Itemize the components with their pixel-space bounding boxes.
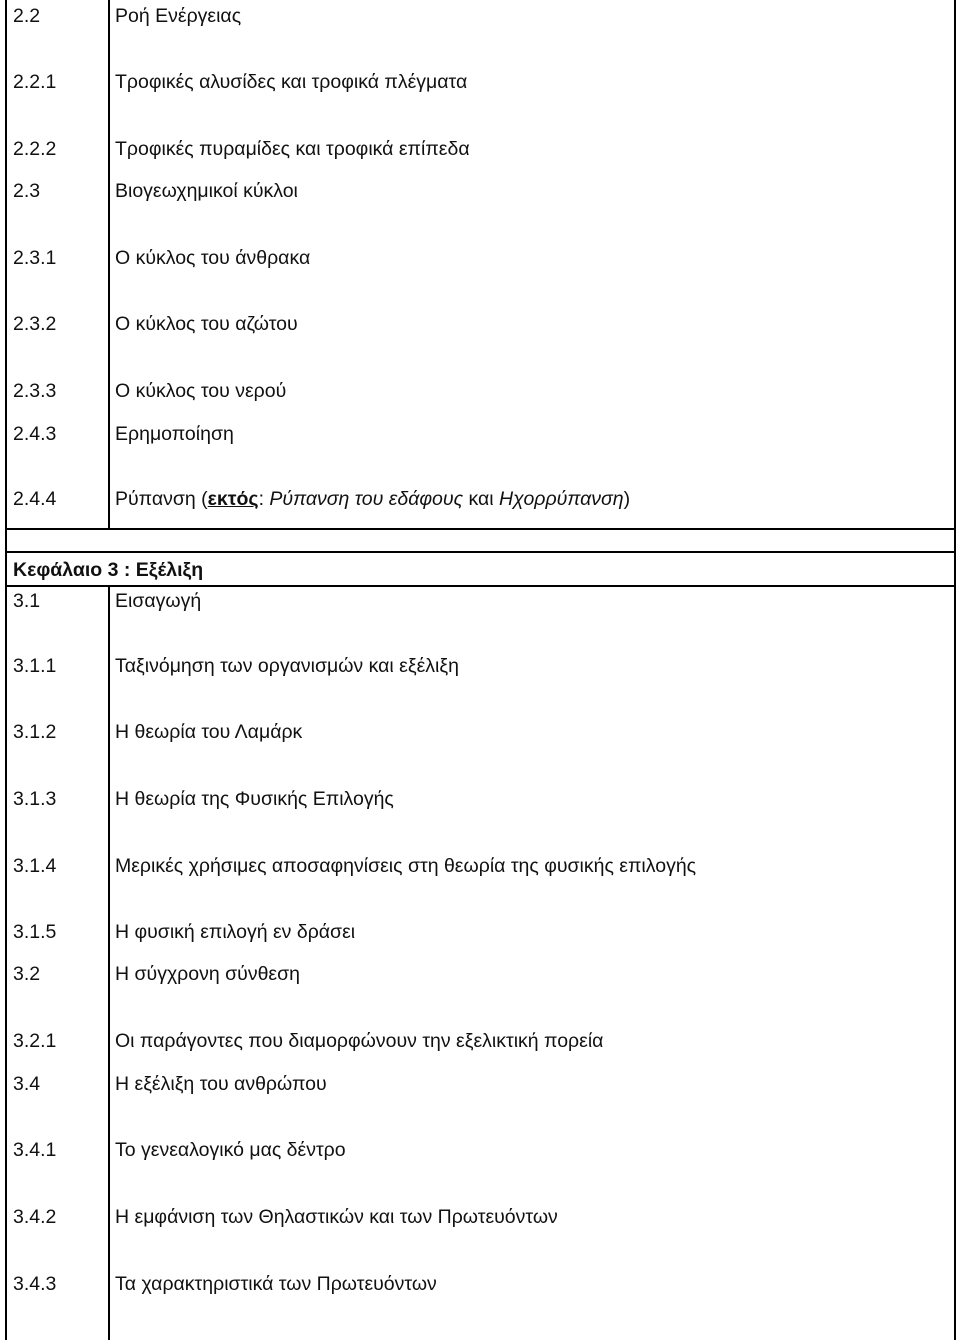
- section-number: 3.1.1: [13, 655, 57, 677]
- table-rule: [7, 551, 954, 553]
- table-row: [7, 484, 954, 514]
- table-row: [7, 959, 954, 989]
- section-number: 3.4.2: [13, 1206, 57, 1228]
- section-title: Η θεωρία της Φυσικής Επιλογής: [115, 788, 394, 810]
- section-title: Εισαγωγή: [115, 590, 202, 612]
- section-title: Τα χαρακτηριστικά των Πρωτευόντων: [115, 1273, 437, 1295]
- section-number: 3.1.4: [13, 855, 57, 877]
- table-row: [7, 376, 954, 406]
- section-number: 2.3: [13, 180, 41, 202]
- section-title: Ο κύκλος του νερού: [115, 380, 287, 402]
- table-row: [7, 419, 954, 449]
- table-row: [7, 243, 954, 273]
- table-row: [7, 1202, 954, 1232]
- section-title: Ταξινόμηση των οργανισμών και εξέλιξη: [115, 655, 459, 677]
- table-row: [7, 917, 954, 947]
- section-title: Η σύγχρονη σύνθεση: [115, 963, 301, 985]
- syllabus-table: [5, 0, 956, 1340]
- section-number: 2.3.3: [13, 380, 57, 402]
- section-number: 2.4.4: [13, 488, 57, 510]
- table-row: [7, 1135, 954, 1165]
- section-number: 3.1.2: [13, 721, 57, 743]
- section-number: 3.2.1: [13, 1030, 57, 1052]
- section-title: [115, 484, 630, 514]
- table-row: [7, 784, 954, 814]
- table-row: [7, 717, 954, 747]
- section-number: 3.2: [13, 963, 41, 985]
- table-row: [7, 1069, 954, 1099]
- section-number: 3.1: [13, 590, 41, 612]
- section-number: 3.4.1: [13, 1139, 57, 1161]
- table-row: [7, 67, 954, 97]
- section-number: 3.1.3: [13, 788, 57, 810]
- section-title: Η εξέλιξη του ανθρώπου: [115, 1073, 327, 1095]
- table-row: [7, 851, 954, 881]
- section-number: 3.4: [13, 1073, 41, 1095]
- table-rule: [7, 528, 954, 530]
- section-number: 3.1.5: [13, 921, 57, 943]
- section-title: Ερημοποίηση: [115, 423, 234, 445]
- section-number: 2.2.1: [13, 71, 57, 93]
- table-row: [7, 176, 954, 206]
- section-title: Η εμφάνιση των Θηλαστικών και των Πρωτευόντων: [115, 1206, 558, 1228]
- pollution-italic: Ρύπανση του εδάφους: [269, 488, 464, 510]
- table-row: [7, 134, 954, 164]
- section-title: Βιογεωχημικοί κύκλοι: [115, 180, 298, 202]
- section-number: 3.4.3: [13, 1273, 57, 1295]
- section-title: Τροφικές αλυσίδες και τροφικά πλέγματα: [115, 71, 468, 93]
- except-word: εκτός: [207, 488, 259, 510]
- section-title: Μερικές χρήσιμες αποσαφηνίσεις στη θεωρία της φυσικής επιλογής: [115, 855, 697, 877]
- section-number: 2.4.3: [13, 423, 57, 445]
- section-number: 2.2: [13, 5, 41, 27]
- section-title: Το γενεαλογικό μας δέντρο: [115, 1139, 346, 1161]
- section-title: Ροή Ενέργειας: [115, 5, 242, 27]
- pollution-colon: :: [258, 488, 270, 510]
- section-title: Τροφικές πυραμίδες και τροφικά επίπεδα: [115, 138, 470, 160]
- pollution-italic-2: Ηχορρύπανση: [499, 488, 624, 510]
- section-number: 2.3.1: [13, 247, 57, 269]
- table-row: [7, 1026, 954, 1056]
- section-title: Ο κύκλος του άνθρακα: [115, 247, 311, 269]
- table-row: [7, 651, 954, 681]
- section-title: Η θεωρία του Λαμάρκ: [115, 721, 303, 743]
- section-number: 2.2.2: [13, 138, 57, 160]
- pollution-close: ): [623, 488, 631, 510]
- table-row: [7, 309, 954, 339]
- table-row: [7, 586, 954, 616]
- section-title: Η φυσική επιλογή εν δράσει: [115, 921, 356, 943]
- table-row: [7, 1269, 954, 1299]
- pollution-title-start: Ρύπανση (: [115, 488, 208, 510]
- section-number: 2.3.2: [13, 313, 57, 335]
- section-title: Οι παράγοντες που διαμορφώνουν την εξελικτική πορεία: [115, 1030, 604, 1052]
- chapter-heading: Κεφάλαιο 3 : Εξέλιξη: [13, 559, 204, 581]
- pollution-middle: και: [463, 488, 500, 510]
- table-row: [7, 1, 954, 31]
- section-title: Ο κύκλος του αζώτου: [115, 313, 298, 335]
